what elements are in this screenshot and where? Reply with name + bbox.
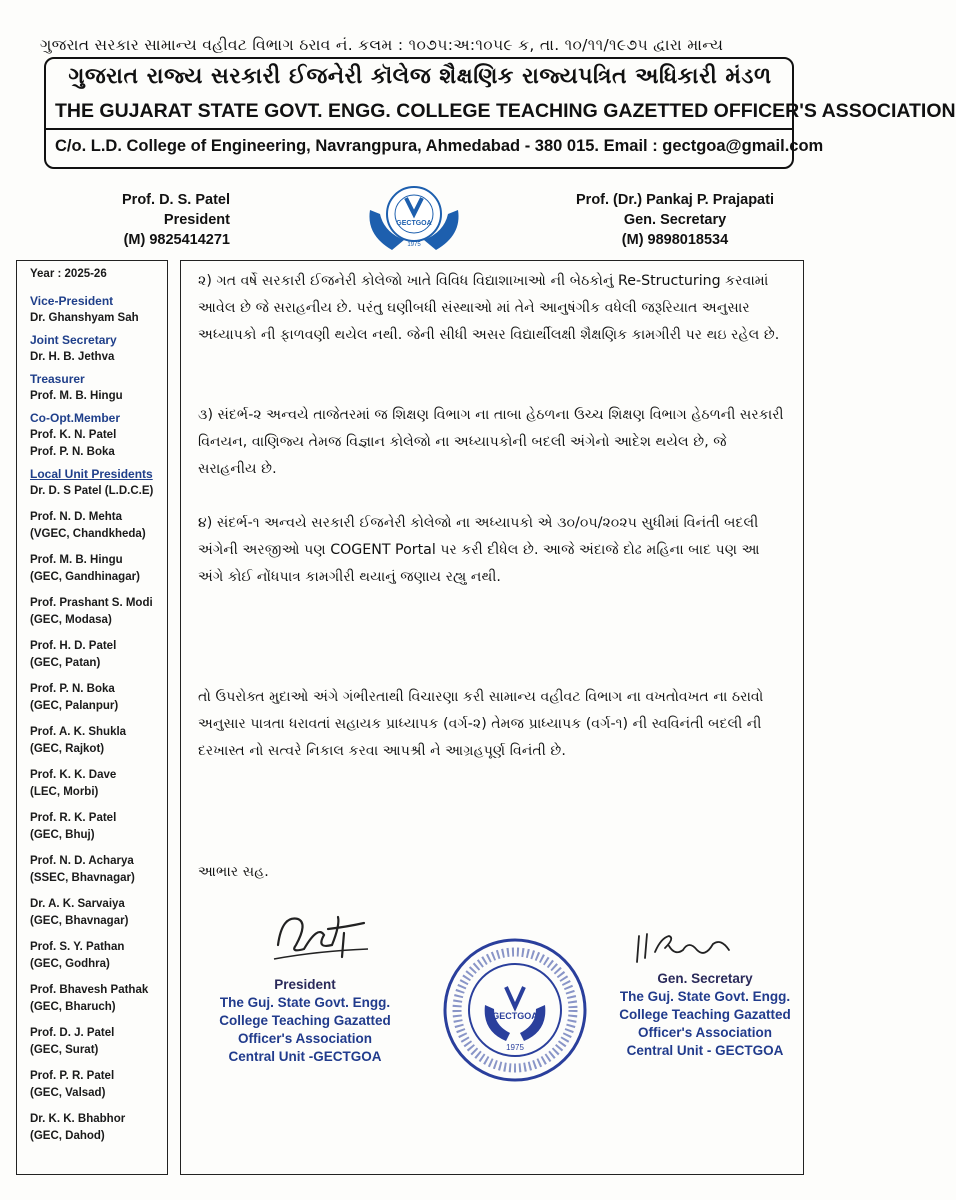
- vice-president-label: Vice-President: [30, 294, 114, 308]
- local-unit-item: [30, 681, 166, 715]
- sig-secretary-line2: College Teaching Gazatted: [619, 1007, 791, 1022]
- local-unit-list: [30, 509, 166, 1145]
- local-unit-college: (GEC, Rajkot): [30, 743, 105, 755]
- thanks-line: આભાર સહ.: [198, 864, 269, 880]
- local-unit-president: Prof. P. R. Patel: [30, 1070, 115, 1082]
- local-unit-item: [30, 1025, 166, 1059]
- local-unit-college: (GEC, Patan): [30, 657, 101, 669]
- local-unit-president: Prof. D. J. Patel: [30, 1027, 115, 1039]
- local-unit-item: [30, 1068, 166, 1102]
- secretary-signature-block: [595, 970, 815, 1060]
- local-unit-college: (GEC, Surat): [30, 1044, 99, 1056]
- local-unit-college: (GEC, Dahod): [30, 1130, 105, 1142]
- joint-secretary-label: Joint Secretary: [30, 333, 117, 347]
- coopt-member-1: Prof. K. N. Patel: [30, 429, 117, 441]
- local-unit-item: [30, 724, 166, 758]
- joint-secretary-name: Dr. H. B. Jethva: [30, 351, 115, 363]
- local-unit-president: Prof. N. D. Mehta: [30, 511, 123, 523]
- vice-president-name: Dr. Ghanshyam Sah: [30, 312, 139, 324]
- request-paragraph: તો ઉપરોક્ત મુદાઓ અંગે ગંભીરતાથી વિચારણા કરી સામાન્ય વહીવટ વિભાગ ના વખતોવખત ના ઠરાવો અનુસાર પાત્રતા ધરાવતાં સહાયક પ્રાધ્યાપક (વર્ગ-૨) તેમજ પ્રાધ્યાપક (વર્ગ-૧) ની સ્વવિનંતી બદલી ની દરખાસ્ત નો સત્વરે નિકાલ કરવા આપશ્રી ને આગ્રહપૂર્ણ વિનંતી છે.: [198, 689, 764, 759]
- local-unit-college: (GEC, Godhra): [30, 958, 110, 970]
- local-unit-president: Prof. Bhavesh Pathak: [30, 984, 149, 996]
- svg-text:GECTGOA: GECTGOA: [492, 1011, 538, 1021]
- svg-text:1975: 1975: [506, 1043, 524, 1052]
- coopt-member-2: Prof. P. N. Boka: [30, 446, 115, 458]
- local-unit-college: (SSEC, Bhavnagar): [30, 872, 135, 884]
- local-unit-president: Prof. H. D. Patel: [30, 640, 117, 652]
- sig-secretary-line1: The Guj. State Govt. Engg.: [619, 989, 791, 1004]
- sig-secretary-line4: Central Unit - GECTGOA: [626, 1043, 784, 1058]
- local-unit-college: (GEC, Modasa): [30, 614, 112, 626]
- local-unit-item: [30, 552, 166, 586]
- header-divider: [44, 128, 794, 130]
- local-unit-college: (GEC, Bhavnagar): [30, 915, 129, 927]
- coopt-label: Co-Opt.Member: [30, 411, 120, 425]
- local-unit-president: Prof. R. K. Patel: [30, 812, 117, 824]
- org-name-english: THE GUJARAT STATE GOVT. ENGG. COLLEGE TEACHING GAZETTED OFFICER'S ASSOCIATION: [55, 100, 956, 122]
- sig-president-line3: Officer's Association: [238, 1031, 372, 1046]
- president-contact: [55, 190, 230, 250]
- president-signature-block: [205, 976, 405, 1066]
- local-unit-president: Prof. N. D. Acharya: [30, 855, 134, 867]
- treasurer-label: Treasurer: [30, 372, 85, 386]
- paragraph-3: ૩) સંદર્ભ-૨ અન્વયે તાજેતરમાં જ શિક્ષણ વિભાગ ના તાબા હેઠળના ઉચ્ચ શિક્ષણ વિભાગ હેઠળની સરકારી વિનયન, વાણિજ્ય તેમજ વિજ્ઞાન કોલેજો ના અધ્યાપકોની બદલી અંગેનો આદેશ થયેલ છે, જે સરાહનીય છે.: [198, 407, 784, 477]
- association-logo: [362, 180, 466, 256]
- office-bearers-sidebar: [30, 266, 166, 1145]
- secretary-mobile: (M) 9898018534: [621, 232, 729, 248]
- local-unit-president: Dr. A. K. Sarvaiya: [30, 898, 125, 910]
- local-unit-president: Dr. K. K. Bhabhor: [30, 1113, 126, 1125]
- president-title: President: [163, 212, 230, 228]
- sidebar-year: Year : 2025-26: [30, 268, 107, 280]
- local-units-label: Local Unit Presidents: [30, 467, 153, 481]
- local-unit-item: [30, 896, 166, 930]
- local-unit-ldce: Dr. D. S Patel (L.D.C.E): [30, 485, 154, 497]
- local-unit-college: (VGEC, Chandkheda): [30, 528, 146, 540]
- secretary-name: Prof. (Dr.) Pankaj P. Prajapati: [576, 192, 774, 208]
- association-stamp: [440, 935, 590, 1085]
- president-name: Prof. D. S. Patel: [122, 192, 230, 208]
- org-name-gujarati: ગુજરાત રાજ્ય સરકારી ઈજનેરી કૉલેજ શૈક્ષણિક રાજ્યપત્રિત અધિકારી મંડળ: [68, 64, 772, 89]
- local-unit-item: [30, 595, 166, 629]
- local-unit-item: [30, 982, 166, 1016]
- secretary-signature: [625, 928, 775, 968]
- svg-text:1975: 1975: [407, 242, 421, 248]
- local-unit-item: [30, 1111, 166, 1145]
- sig-president-title: President: [274, 977, 336, 992]
- local-unit-college: (GEC, Gandhinagar): [30, 571, 140, 583]
- treasurer-name: Prof. M. B. Hingu: [30, 390, 123, 402]
- sig-president-line2: College Teaching Gazatted: [219, 1013, 391, 1028]
- local-unit-college: (LEC, Morbi): [30, 786, 99, 798]
- local-unit-item: [30, 509, 166, 543]
- local-unit-president: Prof. K. K. Dave: [30, 769, 117, 781]
- local-unit-president: Prof. Prashant S. Modi: [30, 597, 153, 609]
- president-mobile: (M) 9825414271: [123, 232, 230, 248]
- paragraph-4: ૪) સંદર્ભ-૧ અન્વયે સરકારી ઈજનેરી કોલેજો ના અધ્યાપકો એ ૩૦/૦૫/૨૦૨૫ સુધીમાં વિનંતી બદલી અંગેની અરજીઓ પણ COGENT Portal પર કરી દીધેલ છે. આજે અંદાજે દોઢ મહિના બાદ પણ આ અંગે કોઈ નોંધપાત્ર કામગીરી થયાનું જણાય રહ્યુ નથી.: [198, 515, 760, 585]
- sig-secretary-line3: Officer's Association: [638, 1025, 772, 1040]
- local-unit-college: (GEC, Valsad): [30, 1087, 106, 1099]
- secretary-title: Gen. Secretary: [623, 212, 727, 228]
- local-unit-president: Prof. S. Y. Pathan: [30, 941, 125, 953]
- president-signature: [268, 905, 378, 967]
- local-unit-item: [30, 853, 166, 887]
- sig-secretary-title: Gen. Secretary: [657, 971, 753, 986]
- local-unit-item: [30, 638, 166, 672]
- local-unit-president: Prof. P. N. Boka: [30, 683, 115, 695]
- paragraph-2: ૨) ગત વર્ષે સરકારી ઈજનેરી કોલેજો ખાતે વિવિધ વિદ્યાશાખાઓ ની બેઠકોનું Re-Structuring કરવામાં આવેલ છે જે સરાહનીય છે. પરંતુ ઘણીબધી સંસ્થાઓ માં તેને આનુષંગીક વધેલી જરૂરિયાત અનુસાર અધ્યાપકો ની ફાળવણી થયેલ નથી. જેની સીધી અસર વિદ્યાર્થીલક્ષી શૈક્ષણિક કામગીરી પર થઇ રહેલ છે.: [198, 273, 780, 343]
- local-unit-president: Prof. M. B. Hingu: [30, 554, 123, 566]
- local-unit-item: [30, 939, 166, 973]
- local-unit-college: (GEC, Palanpur): [30, 700, 119, 712]
- org-address: C/o. L.D. College of Engineering, Navrangpura, Ahmedabad - 380 015. Email : gectgoa@gmail.com: [55, 137, 824, 155]
- local-unit-college: (GEC, Bharuch): [30, 1001, 116, 1013]
- local-unit-college: (GEC, Bhuj): [30, 829, 95, 841]
- local-unit-item: [30, 810, 166, 844]
- recognition-line: ગુજરાત સરકાર સામાન્ય વહીવટ વિભાગ ઠરાવ નં. કલમ : ૧૦૭૫:અ:૧૦૫૯ ક, તા. ૧૦/૧૧/૧૯૭૫ દ્વારા માન્ય: [40, 36, 724, 54]
- local-unit-item: [30, 767, 166, 801]
- svg-text:GECTGOA: GECTGOA: [396, 220, 432, 227]
- local-unit-president: Prof. A. K. Shukla: [30, 726, 127, 738]
- sig-president-line1: The Guj. State Govt. Engg.: [219, 995, 391, 1010]
- sig-president-line4: Central Unit -GECTGOA: [228, 1049, 382, 1064]
- secretary-contact: [555, 190, 795, 250]
